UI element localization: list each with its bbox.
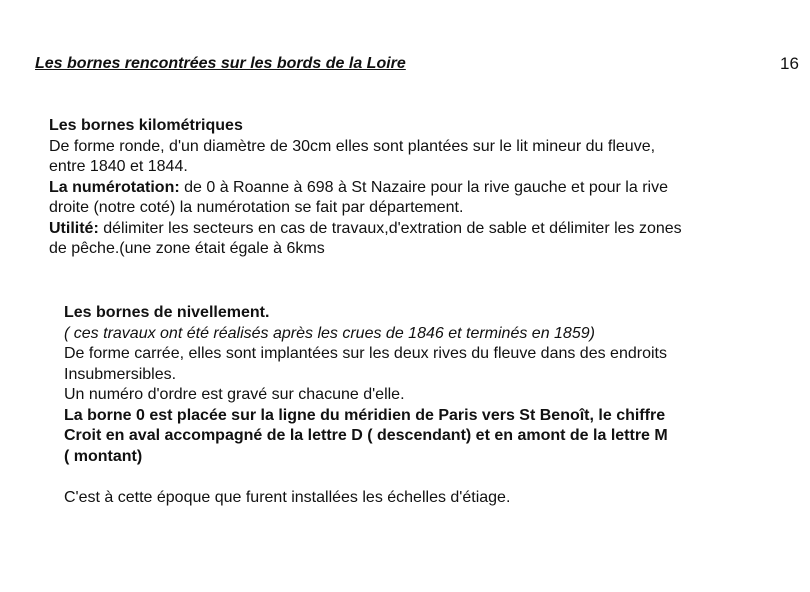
paragraph-gap: [64, 467, 668, 488]
section-bornes-nivellement: [64, 303, 668, 508]
paragraph-line: entre 1840 et 1844.: [49, 158, 188, 175]
bold-paragraph-line: ( montant): [64, 447, 143, 465]
paragraph-line: Un numéro d'ordre est gravé sur chacune d'elle.: [64, 386, 405, 403]
numerotation-line: [49, 178, 682, 199]
bold-paragraph-line: La borne 0 est placée sur la ligne du méridien de Paris vers St Benoît, le chiffre: [64, 406, 666, 424]
page-title: Les bornes rencontrées sur les bords de la Loire: [35, 55, 406, 72]
section-heading-kilometriques: Les bornes kilométriques: [49, 117, 243, 134]
utilite-label: Utilité:: [49, 219, 99, 237]
numerotation-text: de 0 à Roanne à 698 à St Nazaire pour la rive gauche et pour la rive: [179, 178, 668, 196]
paragraph-line: Insubmersibles.: [64, 365, 177, 383]
section-bornes-kilometriques: [49, 116, 682, 260]
paragraph-line: de pêche.(une zone était égale à 6kms: [49, 240, 325, 257]
numerotation-label: La numérotation:: [49, 178, 180, 196]
page-number: 16: [780, 54, 799, 73]
paragraph-line: droite (notre coté) la numérotation se fait par département.: [49, 199, 464, 216]
bold-paragraph-line: Croit en aval accompagné de la lettre D ( descendant) et en amont de la lettre M: [64, 427, 668, 444]
closing-line: C'est à cette époque que furent installées les échelles d'étiage.: [64, 488, 511, 506]
utilite-line: [49, 219, 682, 240]
paragraph-line: De forme ronde, d'un diamètre de 30cm elles sont plantées sur le lit mineur du fleuve,: [49, 137, 656, 155]
section-heading-nivellement: Les bornes de nivellement.: [64, 304, 270, 321]
utilite-text: délimiter les secteurs en cas de travaux,d'extration de sable et délimiter les zones: [98, 219, 682, 237]
italic-note: ( ces travaux ont été réalisés après les crues de 1846 et terminés en 1859): [64, 324, 595, 342]
paragraph-line: De forme carrée, elles sont implantées sur les deux rives du fleuve dans des endroits: [64, 345, 667, 362]
